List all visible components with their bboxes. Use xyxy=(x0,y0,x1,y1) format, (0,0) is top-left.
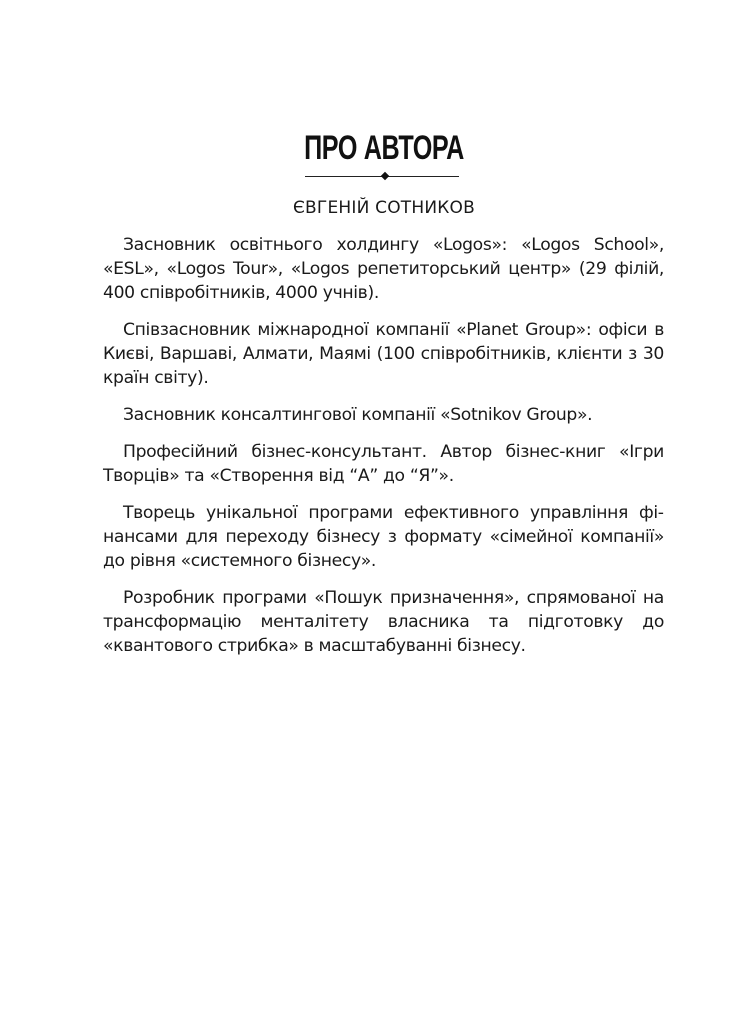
author-name: ЄВГЕНІЙ СОТНИКОВ xyxy=(292,198,475,218)
bio-paragraph-logos: Засновник освітнього холдингу «Logos»: «Logos School», «ESL», «Logos Tour», «Logos репетиторський центр» (29 філій, 400 співробітників, 4000 учнів). xyxy=(103,235,664,303)
page-title: ПРО АВТОРА xyxy=(304,129,464,167)
divider-diamond-ornament xyxy=(381,172,389,180)
author-bio xyxy=(103,233,664,671)
bio-paragraph-sotnikov-group: Засновник консалтингової компанії «Sotnikov Group». xyxy=(123,405,593,425)
bio-paragraph-finance-program: Творець унікальної програми ефективного управління фінансами для переходу бізнесу з формату «сімейної компанії» до рівня «системного бізнесу». xyxy=(103,503,664,571)
bio-paragraph-consultant: Професійний бізнес-консультант. Автор бізнес-книг «Ігри Творців» та «Створення від “А” до “Я”». xyxy=(103,442,664,486)
bio-paragraph-purpose-program: Розробник програми «Пошук призначення», спрямованої на трансформацію менталітету власника та підготовку до «квантового стрибка» в масштабуванні бізнесу. xyxy=(103,588,664,656)
bio-paragraph-planet-group: Співзасновник міжнародної компанії «Planet Group»: офіси в Києві, Варшаві, Алмати, Маямі (100 співробітників, клієнти з 30 країн світу). xyxy=(103,320,664,388)
